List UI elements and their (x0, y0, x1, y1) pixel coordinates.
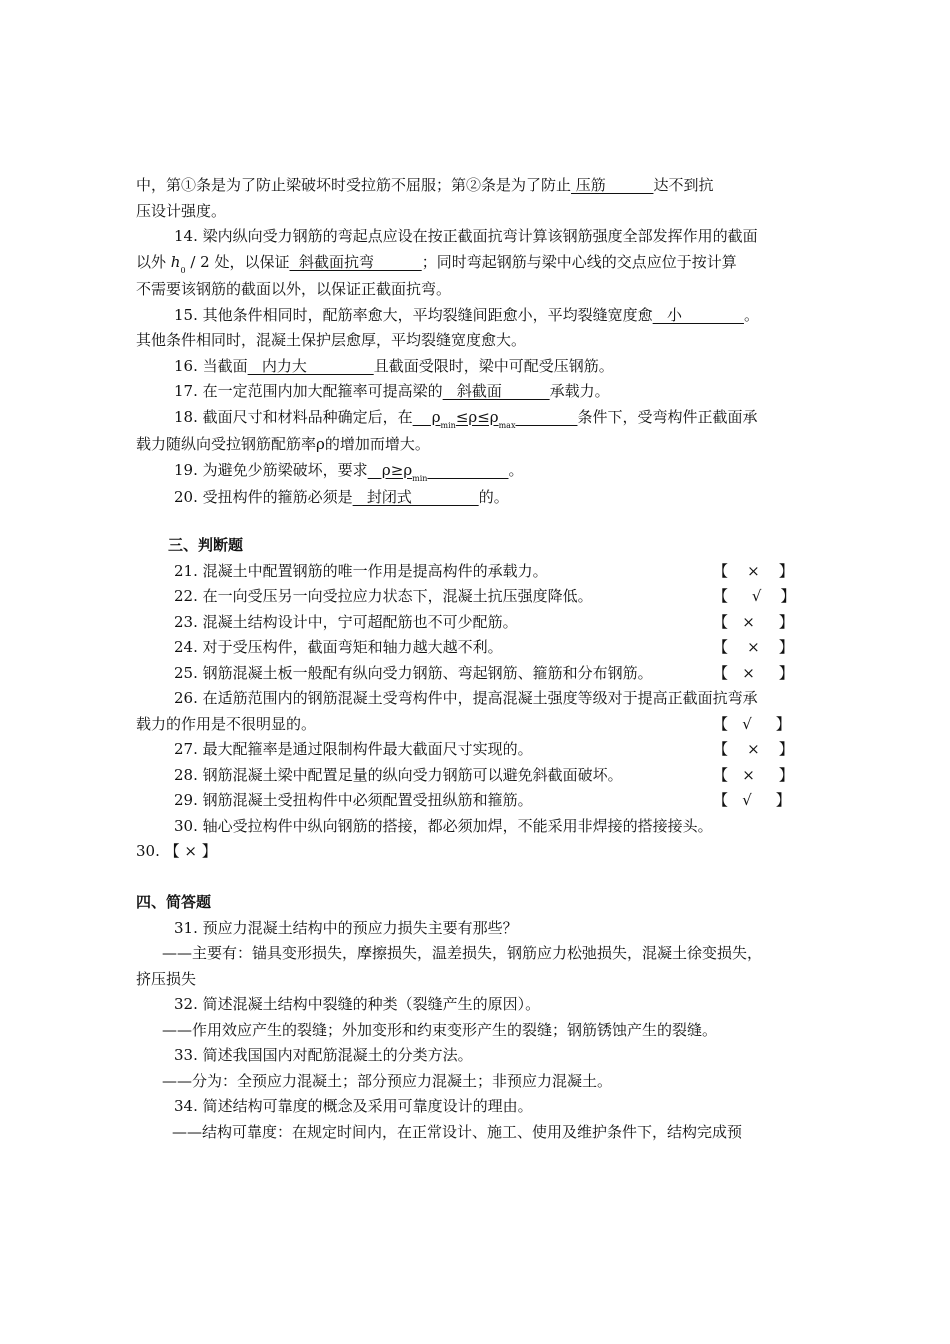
q19-answer: ρ≥ρ (367, 460, 413, 479)
q29-mark: 【 √ 】 (713, 791, 791, 809)
intro-suffix: 达不到抗 (653, 176, 714, 194)
fill-in-section (136, 173, 816, 511)
q14-h: h (170, 252, 181, 271)
q25-mark: 【 × 】 (713, 663, 794, 682)
q18-sub-min: min (440, 420, 456, 430)
q16-suffix: 且截面受限时，梁中可配受压钢筋。 (373, 356, 614, 375)
q17-suffix: 承载力。 (549, 382, 610, 400)
q14-h-sub: 0 (180, 265, 186, 275)
q18-line2: 载力随纵向受拉钢筋配筋率ρ的增加而增大。 (136, 435, 430, 453)
intro-text: 中，第①条是为了防止梁破坏时受拉筋不屈服；第②条是为了防止 (136, 176, 572, 194)
q20-suffix: 的。 (478, 488, 509, 506)
q21-text: 21. 混凝土中配置钢筋的唯一作用是提高构件的承载力。 (174, 561, 548, 580)
intro-answer: 压筋 (571, 176, 654, 194)
q19-prefix: 19. 为避免少筋梁破坏，要求 (174, 460, 368, 479)
q34-answer: ——结构可靠度：在规定时间内，在正常设计、施工、使用及维护条件下，结构完成预 (172, 1122, 743, 1141)
section4-title: 四、简答题 (136, 893, 212, 911)
q18-rho1: ρ (412, 407, 441, 426)
q18-mid: ≤ρ≤ρ (455, 407, 499, 426)
q21-mark: 【 × 】 (713, 561, 794, 580)
q24-mark: 【 × 】 (713, 638, 794, 656)
q19-tail (427, 461, 508, 479)
q18-tail (515, 408, 577, 426)
q29 (136, 788, 816, 814)
q14-line3: 不需要该钢筋的截面以外，以保证正截面抗弯。 (136, 280, 452, 298)
section3-title: 三、判断题 (168, 536, 244, 554)
q31-answer-line2: 挤压损失 (136, 969, 197, 988)
q24-text: 24. 对于受压构件，截面弯矩和轴力越大越不利。 (174, 638, 503, 656)
q23 (136, 610, 816, 636)
q26-mark: 【 √ 】 (713, 714, 791, 733)
q28 (136, 763, 816, 789)
q17-prefix: 17. 在一定范围内加大配箍率可提高梁的 (174, 382, 443, 400)
q33-answer: ——分为：全预应力混凝土；部分预应力混凝土；非预应力混凝土。 (162, 1071, 613, 1090)
q22 (136, 584, 816, 610)
q26-text: 载力的作用是不很明显的。 (136, 714, 317, 733)
q18-suffix: 条件下，受弯构件正截面承 (577, 407, 758, 426)
q21 (136, 559, 816, 585)
q20 (136, 485, 816, 511)
q18-line1 (136, 405, 816, 433)
q15-line1 (136, 303, 816, 329)
q14-mid: / 2 处，以保证 (190, 252, 290, 271)
q22-mark: 【 √ 】 (713, 587, 796, 605)
q28-mark: 【 × 】 (713, 765, 794, 784)
q19-sub: min (412, 473, 428, 483)
q16 (136, 354, 816, 380)
q31-answer-line1: ——主要有：锚具变形损失，摩擦损失，温差损失，钢筋应力松弛损失，混凝土徐变损失， (162, 944, 763, 962)
q27-text: 27. 最大配箍率是通过限制构件最大截面尺寸实现的。 (174, 740, 533, 758)
q23-mark: 【 × 】 (713, 612, 794, 631)
q13-continued (136, 173, 816, 199)
q17 (136, 379, 816, 405)
q17-answer: 斜截面 (442, 382, 550, 400)
q26-line2 (136, 712, 816, 738)
q29-text: 29. 钢筋混凝土受扭构件中必须配置受扭纵筋和箍筋。 (174, 791, 533, 809)
q33-question: 33. 简述我国国内对配筋混凝土的分类方法。 (174, 1046, 473, 1064)
q26-line1: 26. 在适筋范围内的钢筋混凝土受弯构件中，提高混凝土强度等级对于提高正截面抗弯承 (174, 689, 758, 707)
q25 (136, 661, 816, 687)
q19-suffix: 。 (508, 460, 524, 479)
q27-mark: 【 × 】 (713, 740, 794, 758)
intro-line2: 压设计强度。 (136, 201, 227, 220)
q15-line2: 其他条件相同时，混凝土保护层愈厚，平均裂缝宽度愈大。 (136, 331, 527, 349)
q15-answer: 小 (652, 305, 744, 324)
q16-prefix: 16. 当截面 (174, 356, 248, 375)
q14-prefix: 以外 (136, 252, 167, 271)
true-false-section (136, 533, 816, 865)
q25-text: 25. 钢筋混凝土板一般配有纵向受力钢筋、弯起钢筋、箍筋和分布钢筋。 (174, 663, 653, 682)
q15-prefix: 15. 其他条件相同时，配筋率愈大，平均裂缝间距愈小，平均裂缝宽度愈 (174, 305, 653, 324)
q30-answer: 30. 【 × 】 (136, 842, 217, 860)
q18-answer (412, 407, 578, 430)
q16-answer: 内力大 (247, 356, 374, 375)
q14-line2 (136, 250, 816, 278)
q34-question: 34. 简述结构可靠度的概念及采用可靠度设计的理由。 (174, 1097, 533, 1115)
q32-answer: ——作用效应产生的裂缝；外加变形和约束变形产生的裂缝；钢筋锈蚀产生的裂缝。 (162, 1020, 718, 1039)
q20-answer: 封闭式 (352, 488, 479, 506)
q18-sub-max: max (498, 420, 516, 430)
q19-answer-wrap (367, 460, 509, 483)
q20-prefix: 20. 受扭构件的箍筋必须是 (174, 488, 353, 506)
q23-text: 23. 混凝土结构设计中，宁可超配筋也不可少配筋。 (174, 612, 518, 631)
q24 (136, 635, 816, 661)
q22-text: 22. 在一向受压另一向受拉应力状态下，混凝土抗压强度降低。 (174, 587, 593, 605)
q31-question: 31. 预应力混凝土结构中的预应力损失主要有那些？ (174, 918, 518, 937)
q14-answer: 斜截面抗弯 (289, 252, 422, 271)
q15-suffix: 。 (743, 305, 759, 324)
q28-text: 28. 钢筋混凝土梁中配置足量的纵向受力钢筋可以避免斜截面破坏。 (174, 765, 623, 784)
q32-question: 32. 简述混凝土结构中裂缝的种类（裂缝产生的原因）。 (174, 995, 541, 1013)
q19 (136, 458, 816, 486)
q14-line1: 14. 梁内纵向受力钢筋的弯起点应设在按正截面抗弯计算该钢筋强度全部发挥作用的截面 (174, 227, 758, 245)
q27 (136, 737, 816, 763)
q14-suffix: ；同时弯起钢筋与梁中心线的交点应位于按计算 (421, 252, 737, 271)
short-answer-section (136, 890, 816, 1145)
q18-prefix: 18. 截面尺寸和材料品种确定后，在 (174, 407, 413, 426)
q30-text: 30. 轴心受拉构件中纵向钢筋的搭接，都必须加焊，不能采用非焊接的搭接接头。 (174, 816, 713, 835)
